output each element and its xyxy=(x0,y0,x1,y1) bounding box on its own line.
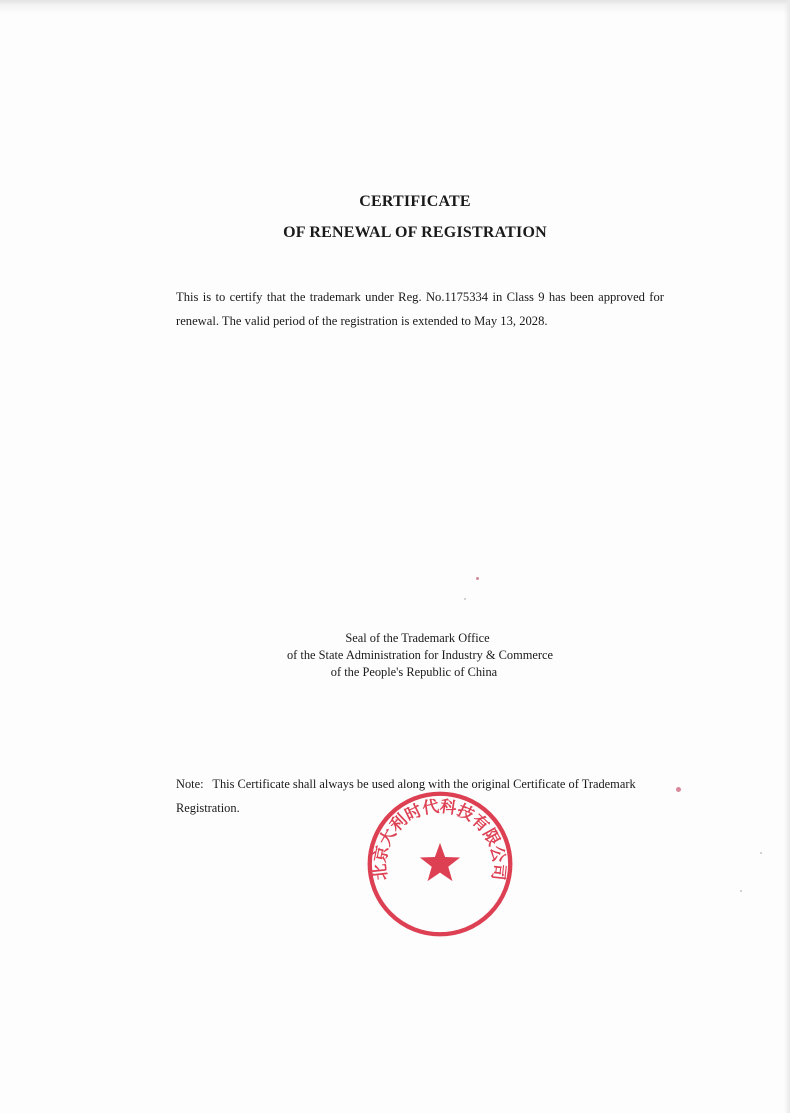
seal-caption-line-2: of the State Administration for Industry & Commerce xyxy=(286,648,553,662)
certificate-subtitle: OF RENEWAL OF REGISTRATION xyxy=(283,224,547,241)
paper-speck xyxy=(676,787,681,792)
scan-shadow-right xyxy=(784,0,790,1113)
certificate-body: This is to certify that the trademark under Reg. No.1175334 in Class 9 has been approved for renewal. The valid period of the registration is extended to May 13, 2028. xyxy=(176,290,664,328)
seal-caption xyxy=(200,630,640,681)
seal-caption-line-1: Seal of the Trademark Office xyxy=(345,631,490,645)
certificate-title: CERTIFICATE xyxy=(359,193,471,210)
paper-speck xyxy=(464,598,466,600)
note-text: This Certificate shall always be used along with the original Certificate of Trademark Registration. xyxy=(176,777,636,815)
paper-speck xyxy=(740,890,742,892)
stamp-star-icon xyxy=(420,843,460,881)
paper-speck xyxy=(760,852,762,854)
seal-caption-line-3: of the People's Republic of China xyxy=(330,665,498,679)
note-label: Note: xyxy=(176,777,204,791)
stamp-text: 北京大利时代科技有限公司 xyxy=(370,796,509,882)
company-seal-stamp xyxy=(363,787,517,941)
scan-shadow-top xyxy=(0,0,790,14)
paper-speck xyxy=(476,577,479,580)
